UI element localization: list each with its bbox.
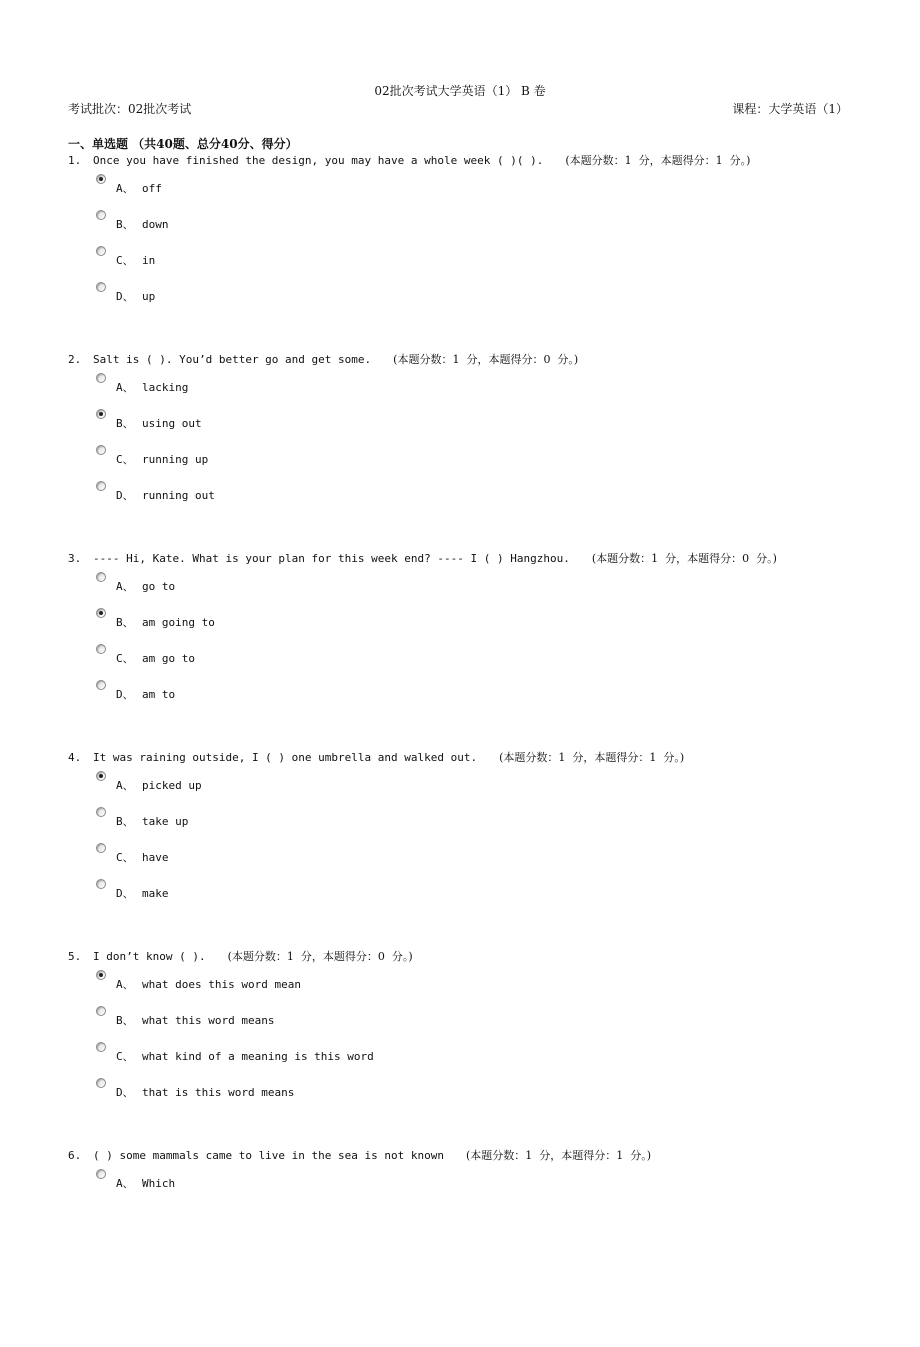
course-name: 课程：大学英语（1） bbox=[732, 102, 848, 116]
option-letter: C、 bbox=[116, 1050, 134, 1063]
answer-option[interactable] bbox=[68, 675, 908, 711]
answer-option[interactable] bbox=[68, 368, 908, 404]
question-text-line bbox=[68, 750, 908, 766]
answer-option[interactable] bbox=[68, 404, 908, 440]
option-label bbox=[116, 615, 215, 631]
question-number: 4. bbox=[68, 751, 82, 764]
radio-unchecked-icon[interactable] bbox=[96, 843, 106, 853]
option-letter: D、 bbox=[116, 688, 134, 701]
radio-checked-icon[interactable] bbox=[96, 174, 106, 184]
question-score: (本题分数：1 分，本题得分：1 分。) bbox=[499, 751, 685, 764]
option-letter: B、 bbox=[116, 616, 134, 629]
option-letter: B、 bbox=[116, 218, 134, 231]
option-label bbox=[116, 1085, 294, 1101]
option-text: lacking bbox=[142, 381, 189, 394]
exam-batch: 考试批次：02批次考试 bbox=[68, 102, 192, 116]
option-text: take up bbox=[142, 815, 189, 828]
option-letter: D、 bbox=[116, 887, 134, 900]
option-letter: B、 bbox=[116, 815, 134, 828]
option-text: using out bbox=[142, 417, 202, 430]
option-label bbox=[116, 778, 202, 794]
option-text: down bbox=[142, 218, 169, 231]
question-text-line bbox=[68, 551, 908, 567]
answer-option[interactable] bbox=[68, 205, 908, 241]
option-label bbox=[116, 416, 202, 432]
answer-option[interactable] bbox=[68, 1164, 908, 1200]
option-label bbox=[116, 579, 175, 595]
option-label bbox=[116, 651, 195, 667]
option-text: am go to bbox=[142, 652, 195, 665]
question-3 bbox=[68, 551, 908, 750]
question-5 bbox=[68, 949, 908, 1148]
radio-unchecked-icon[interactable] bbox=[96, 879, 106, 889]
question-text: Once you have finished the design, you may have a whole week ( )( ). bbox=[93, 154, 544, 167]
question-number: 3. bbox=[68, 552, 82, 565]
question-text-line bbox=[68, 352, 908, 368]
option-letter: A、 bbox=[116, 978, 134, 991]
question-2 bbox=[68, 352, 908, 551]
option-text: running up bbox=[142, 453, 209, 466]
option-label bbox=[116, 886, 169, 902]
option-letter: D、 bbox=[116, 1086, 134, 1099]
radio-unchecked-icon[interactable] bbox=[96, 373, 106, 383]
option-text: make bbox=[142, 887, 169, 900]
page-title: 02批次考试大学英语（1） B 卷 bbox=[374, 84, 546, 98]
option-letter: C、 bbox=[116, 453, 134, 466]
radio-unchecked-icon[interactable] bbox=[96, 1169, 106, 1179]
option-text: running out bbox=[142, 489, 215, 502]
question-score: (本题分数：1 分，本题得分：0 分。) bbox=[393, 353, 579, 366]
question-text: Salt is ( ). You’d better go and get some. bbox=[93, 353, 372, 366]
option-text: what kind of a meaning is this word bbox=[142, 1050, 374, 1063]
answer-option[interactable] bbox=[68, 241, 908, 277]
question-number: 6. bbox=[68, 1149, 82, 1162]
question-text-line bbox=[68, 153, 908, 169]
option-text: up bbox=[142, 290, 156, 303]
answer-option[interactable] bbox=[68, 603, 908, 639]
radio-unchecked-icon[interactable] bbox=[96, 680, 106, 690]
option-label bbox=[116, 289, 155, 305]
option-text: am to bbox=[142, 688, 176, 701]
radio-unchecked-icon[interactable] bbox=[96, 807, 106, 817]
question-text: ---- Hi, Kate. What is your plan for this week end? ---- I ( ) Hangzhou. bbox=[93, 552, 570, 565]
option-label bbox=[116, 850, 169, 866]
answer-option[interactable] bbox=[68, 965, 908, 1001]
option-text: that is this word means bbox=[142, 1086, 295, 1099]
answer-option[interactable] bbox=[68, 639, 908, 675]
radio-unchecked-icon[interactable] bbox=[96, 644, 106, 654]
option-letter: A、 bbox=[116, 381, 134, 394]
option-label bbox=[116, 687, 175, 703]
radio-unchecked-icon[interactable] bbox=[96, 572, 106, 582]
question-number: 1. bbox=[68, 154, 82, 167]
option-label bbox=[116, 452, 208, 468]
radio-unchecked-icon[interactable] bbox=[96, 445, 106, 455]
answer-option[interactable] bbox=[68, 874, 908, 910]
option-letter: C、 bbox=[116, 652, 134, 665]
answer-option[interactable] bbox=[68, 1073, 908, 1109]
option-label bbox=[116, 181, 162, 197]
option-letter: A、 bbox=[116, 1177, 134, 1190]
answer-option[interactable] bbox=[68, 802, 908, 838]
option-label bbox=[116, 1013, 274, 1029]
option-label bbox=[116, 488, 215, 504]
question-text: It was raining outside, I ( ) one umbrella and walked out. bbox=[93, 751, 478, 764]
option-text: in bbox=[142, 254, 156, 267]
question-list bbox=[68, 153, 908, 1347]
answer-option[interactable] bbox=[68, 169, 908, 205]
radio-unchecked-icon[interactable] bbox=[96, 282, 106, 292]
question-number: 2. bbox=[68, 353, 82, 366]
answer-option[interactable] bbox=[68, 1001, 908, 1037]
option-letter: D、 bbox=[116, 290, 134, 303]
radio-checked-icon[interactable] bbox=[96, 771, 106, 781]
option-letter: A、 bbox=[116, 182, 134, 195]
answer-option[interactable] bbox=[68, 277, 908, 313]
question-score: (本题分数：1 分，本题得分：1 分。) bbox=[466, 1149, 652, 1162]
option-letter: C、 bbox=[116, 254, 134, 267]
option-text: what this word means bbox=[142, 1014, 275, 1027]
answer-option[interactable] bbox=[68, 476, 908, 512]
option-text: am going to bbox=[142, 616, 215, 629]
question-6 bbox=[68, 1148, 908, 1347]
question-text: I don’t know ( ). bbox=[93, 950, 206, 963]
answer-option[interactable] bbox=[68, 766, 908, 802]
question-score: (本题分数：1 分，本题得分：1 分。) bbox=[565, 154, 751, 167]
question-score: (本题分数：1 分，本题得分：0 分。) bbox=[227, 950, 413, 963]
option-label bbox=[116, 814, 188, 830]
radio-checked-icon[interactable] bbox=[96, 608, 106, 618]
option-letter: A、 bbox=[116, 580, 134, 593]
option-letter: C、 bbox=[116, 851, 134, 864]
answer-option[interactable] bbox=[68, 838, 908, 874]
radio-checked-icon[interactable] bbox=[96, 409, 106, 419]
option-label bbox=[116, 1049, 374, 1065]
option-letter: B、 bbox=[116, 1014, 134, 1027]
option-letter: B、 bbox=[116, 417, 134, 430]
option-label bbox=[116, 253, 155, 269]
option-label bbox=[116, 977, 301, 993]
option-label bbox=[116, 380, 188, 396]
question-1 bbox=[68, 153, 908, 352]
question-4 bbox=[68, 750, 908, 949]
option-letter: D、 bbox=[116, 489, 134, 502]
option-label bbox=[116, 1176, 175, 1192]
radio-unchecked-icon[interactable] bbox=[96, 246, 106, 256]
answer-option[interactable] bbox=[68, 440, 908, 476]
option-text: off bbox=[142, 182, 162, 195]
question-text: ( ) some mammals came to live in the sea is not known bbox=[93, 1149, 444, 1162]
radio-unchecked-icon[interactable] bbox=[96, 481, 106, 491]
option-text: what does this word mean bbox=[142, 978, 301, 991]
option-label bbox=[116, 217, 169, 233]
option-text: go to bbox=[142, 580, 176, 593]
question-text-line bbox=[68, 949, 908, 965]
radio-unchecked-icon[interactable] bbox=[96, 1078, 106, 1088]
question-score: (本题分数：1 分，本题得分：0 分。) bbox=[591, 552, 777, 565]
option-text: Which bbox=[142, 1177, 176, 1190]
question-text-line bbox=[68, 1148, 908, 1164]
option-letter: A、 bbox=[116, 779, 134, 792]
option-text: picked up bbox=[142, 779, 202, 792]
radio-unchecked-icon[interactable] bbox=[96, 1042, 106, 1052]
radio-checked-icon[interactable] bbox=[96, 970, 106, 980]
radio-unchecked-icon[interactable] bbox=[96, 1006, 106, 1016]
answer-option[interactable] bbox=[68, 567, 908, 603]
section-title: 一、单选题 （共40题、总分40分、得分） bbox=[68, 137, 298, 151]
question-number: 5. bbox=[68, 950, 82, 963]
answer-option[interactable] bbox=[68, 1037, 908, 1073]
radio-unchecked-icon[interactable] bbox=[96, 210, 106, 220]
option-text: have bbox=[142, 851, 169, 864]
